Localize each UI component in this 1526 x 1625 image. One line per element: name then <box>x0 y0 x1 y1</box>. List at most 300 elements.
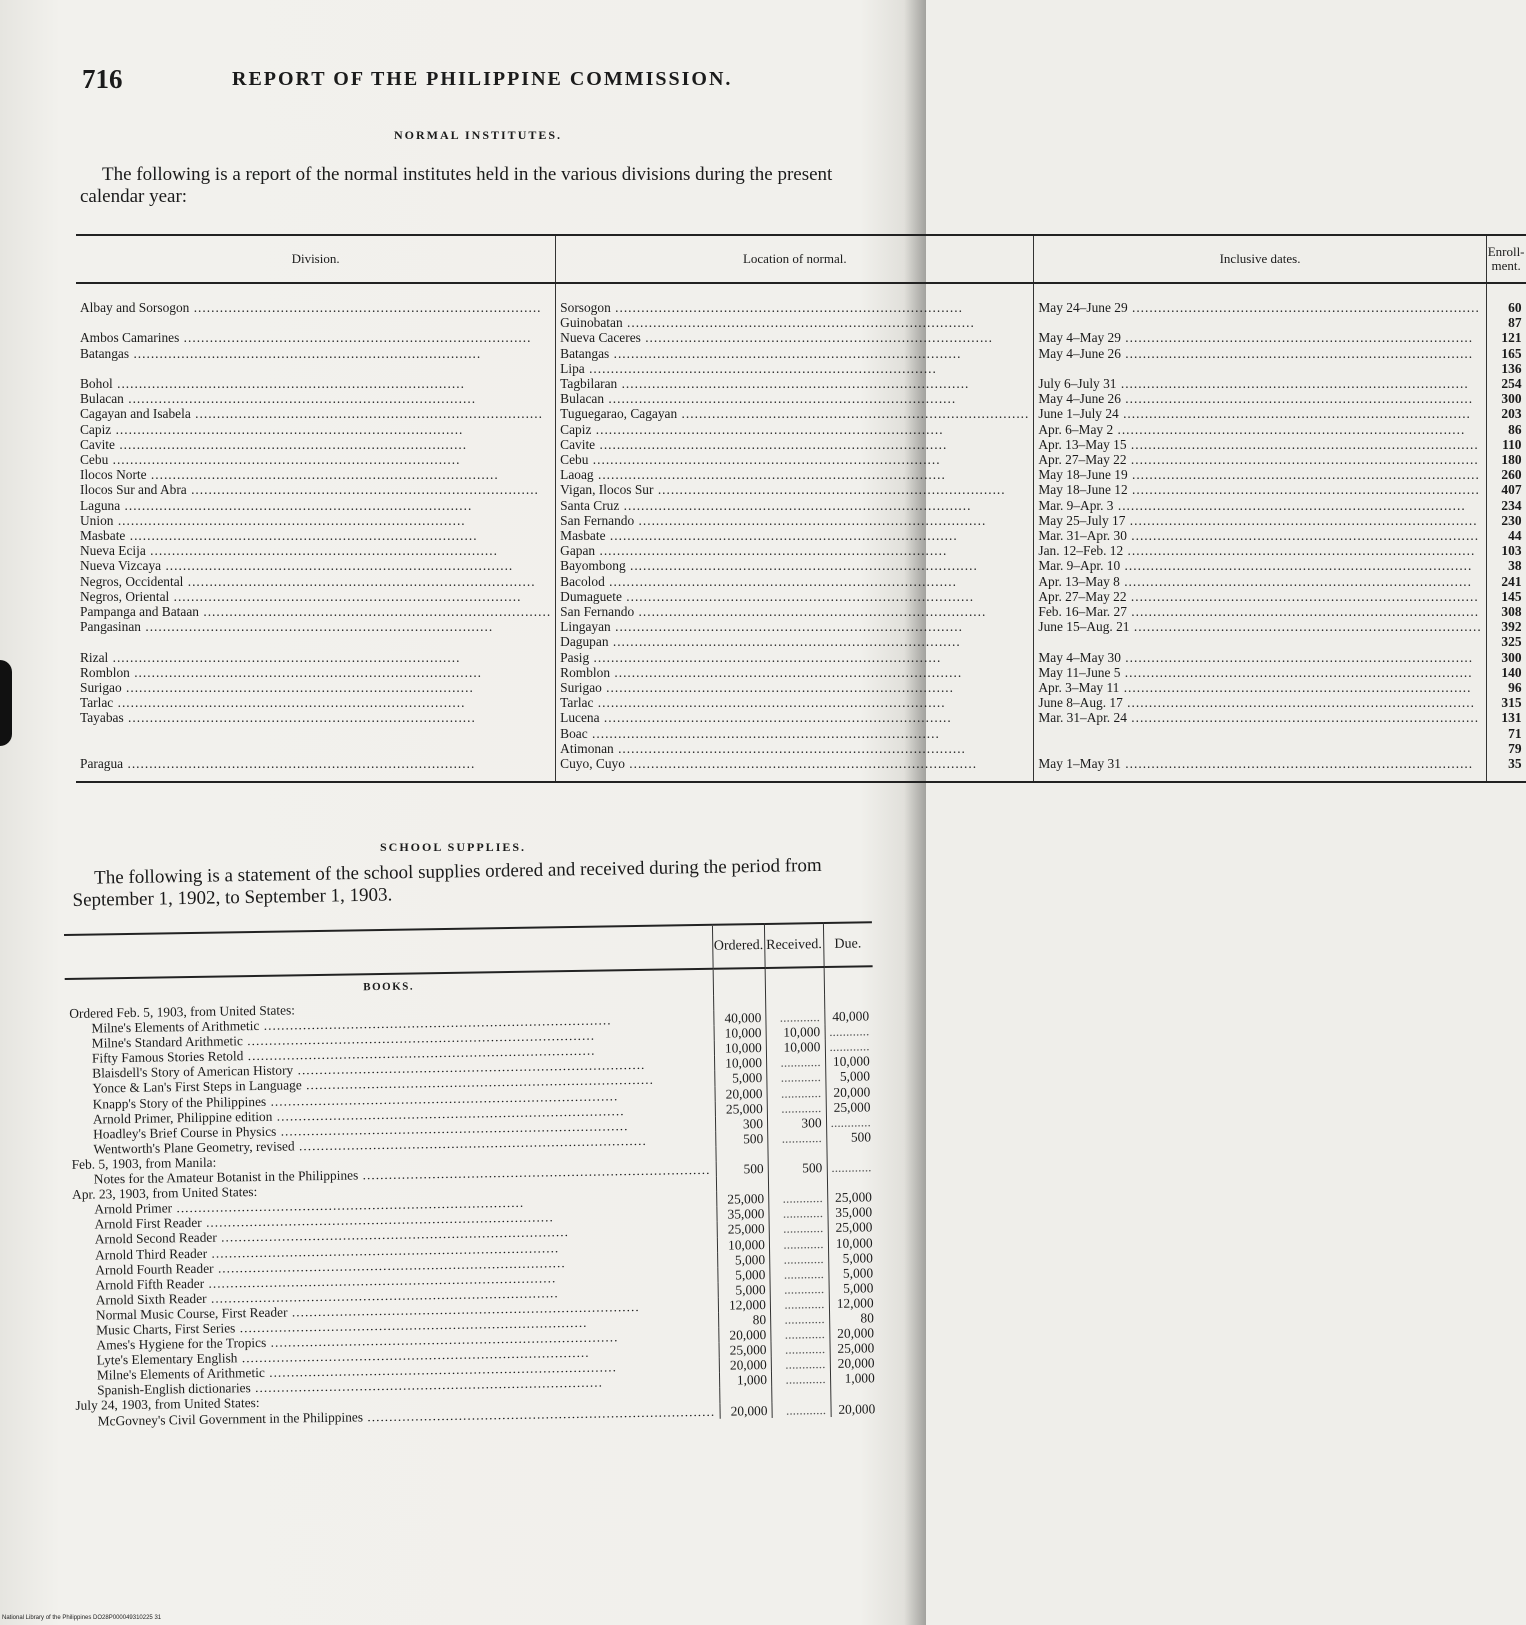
cell-enrollment: 392 <box>1486 619 1525 634</box>
cell-text: Sorsogon ..... <box>560 300 963 315</box>
cell-enrollment: 165 <box>1486 346 1525 361</box>
cell-received: 10,000 <box>766 1039 825 1055</box>
cell-location <box>556 574 1034 589</box>
cell-due: 25,000 <box>830 1340 879 1356</box>
normal-institutes-body <box>76 283 1526 782</box>
column-header: Inclusive dates. <box>1034 235 1486 283</box>
cell-due: 20,000 <box>830 1356 879 1372</box>
cell-division <box>76 680 556 695</box>
cell-received <box>765 994 824 1010</box>
column-header: Division. <box>76 235 556 283</box>
cell-ordered: 300 <box>715 1116 768 1132</box>
table-row <box>76 589 1526 604</box>
cell-location <box>556 543 1034 558</box>
cell-due: 12,000 <box>829 1295 878 1311</box>
cell-enrollment: 254 <box>1486 376 1525 391</box>
cell-received: ............ <box>769 1205 828 1221</box>
cell-enrollment: 38 <box>1486 558 1525 573</box>
cell-location <box>556 680 1034 695</box>
cell-due <box>830 1386 879 1402</box>
cell-due: ............ <box>825 1039 874 1055</box>
table-header-row <box>76 235 1526 283</box>
table-row <box>76 574 1526 589</box>
cell-enrollment: 96 <box>1486 680 1525 695</box>
cell-text: Hoadley's Brief Course in Physics ..... <box>93 1118 629 1141</box>
cell-text: Dumaguete ..... <box>560 589 974 604</box>
cell-dates <box>1034 498 1486 513</box>
table-row <box>76 726 1526 741</box>
cell-text: Tagbilaran ..... <box>560 376 969 391</box>
cell-division <box>76 650 556 665</box>
cell-received: ............ <box>767 1100 826 1116</box>
cell-due: 1,000 <box>830 1371 879 1387</box>
cell-division <box>76 361 556 376</box>
table-row <box>76 330 1526 345</box>
cell-ordered: 40,000 <box>713 1010 766 1026</box>
cell-location <box>556 650 1034 665</box>
page-header <box>82 64 902 98</box>
cell-received: ............ <box>770 1311 829 1327</box>
table-row <box>76 756 1526 782</box>
cell-location <box>556 558 1034 573</box>
cell-location <box>556 452 1034 467</box>
cell-received <box>768 1175 827 1191</box>
cell-received: ............ <box>768 1130 827 1146</box>
cell-text: Rizal ..... <box>80 650 460 665</box>
cell-text: Ilocos Norte ..... <box>80 467 499 482</box>
cell-enrollment: 300 <box>1486 391 1525 406</box>
cell-division <box>76 726 556 741</box>
table-row <box>76 543 1526 558</box>
empty-cell <box>824 966 873 994</box>
cell-text: Apr. 27–May 22 ..... <box>1038 452 1478 467</box>
cell-enrollment: 230 <box>1486 513 1525 528</box>
cell-dates <box>1034 756 1486 782</box>
cell-enrollment: 87 <box>1486 315 1525 330</box>
cell-text: Spanish-English dictionaries ..... <box>97 1375 603 1398</box>
cell-division <box>76 391 556 406</box>
cell-ordered: 5,000 <box>714 1070 767 1086</box>
cell-division <box>76 756 556 782</box>
school-supplies-intro: The following is a statement of the school supplies ordered and received during the period from September 1, 1902, to September 1, 1903. <box>72 854 822 911</box>
cell-division <box>76 528 556 543</box>
cell-enrollment: 35 <box>1486 756 1525 782</box>
cell-text: Boac ..... <box>560 726 940 741</box>
cell-due: 35,000 <box>827 1205 876 1221</box>
cell-ordered: 5,000 <box>717 1267 770 1283</box>
cell-division <box>76 558 556 573</box>
cell-text: Feb. 5, 1903, from Manila: <box>71 1154 217 1172</box>
cell-text: Lipa ..... <box>560 361 937 376</box>
cell-text: Apr. 23, 1903, from United States: <box>71 1184 258 1203</box>
normal-institutes-intro: The following is a report of the normal institutes held in the various divisions during the present calendar year: <box>80 164 833 207</box>
cell-text: Arnold Primer ..... <box>94 1195 524 1217</box>
cell-due: 20,000 <box>825 1084 874 1100</box>
cell-text: Negros, Oriental ..... <box>80 589 521 604</box>
cell-enrollment: 260 <box>1486 467 1525 482</box>
cell-text: Cavite ..... <box>560 437 947 452</box>
cell-text: Ordered Feb. 5, 1903, from United States: <box>69 1002 296 1021</box>
cell-received: 300 <box>767 1115 826 1131</box>
cell-text: Tuguegarao, Cagayan ..... <box>560 406 1029 421</box>
cell-due: 25,000 <box>828 1220 877 1236</box>
cell-location <box>556 589 1034 604</box>
cell-received: ............ <box>771 1371 830 1387</box>
cell-text: Laoag ..... <box>560 467 946 482</box>
column-header: Ordered. <box>712 924 765 969</box>
column-header: Due. <box>823 922 872 967</box>
cell-text: Tarlac ..... <box>80 695 465 710</box>
cell-dates <box>1034 482 1486 497</box>
cell-text: Mar. 9–Apr. 10 ..... <box>1038 558 1472 573</box>
cell-division <box>76 482 556 497</box>
table-row <box>76 315 1526 330</box>
cell-text: Bulacan ..... <box>80 391 476 406</box>
cell-location <box>556 391 1034 406</box>
cell-dates <box>1034 467 1486 482</box>
cell-location <box>556 498 1034 513</box>
cell-received: ............ <box>769 1251 828 1267</box>
cell-enrollment: 136 <box>1486 361 1525 376</box>
cell-due <box>824 993 873 1009</box>
footer-source: National Library of the Philippines DO28P000049310225 31 <box>2 1615 162 1621</box>
cell-dates <box>1034 604 1486 619</box>
cell-division <box>76 406 556 421</box>
cell-location <box>556 346 1034 361</box>
cell-ordered: 20,000 <box>719 1357 772 1373</box>
cell-dates <box>1034 406 1486 421</box>
cell-text: Romblon ..... <box>80 665 482 680</box>
cell-dates <box>1034 376 1486 391</box>
cell-ordered <box>716 1176 769 1192</box>
cell-division <box>76 315 556 330</box>
cell-enrollment: 44 <box>1486 528 1525 543</box>
cell-enrollment: 234 <box>1486 498 1525 513</box>
cell-due: 20,000 <box>830 1401 879 1417</box>
cell-dates <box>1034 558 1486 573</box>
cell-location <box>556 665 1034 680</box>
cell-division <box>76 634 556 649</box>
column-header: Received. <box>764 923 823 968</box>
cell-text: Arnold First Reader ..... <box>94 1210 553 1232</box>
cell-division <box>76 741 556 756</box>
cell-text: Vigan, Ilocos Sur ..... <box>560 482 1005 497</box>
cell-received: ............ <box>772 1402 831 1418</box>
cell-text: Pasig ..... <box>560 650 941 665</box>
cell-text: Tarlac ..... <box>560 695 945 710</box>
cell-text: Bacolod ..... <box>560 574 957 589</box>
cell-text: Bohol ..... <box>80 376 465 391</box>
cell-location <box>556 726 1034 741</box>
cell-text: Gapan ..... <box>560 543 947 558</box>
cell-text: Nueva Caceres ..... <box>560 330 993 345</box>
cell-dates <box>1034 315 1486 330</box>
table-row <box>76 283 1526 315</box>
cell-text: May 24–June 29 ..... <box>1038 300 1479 315</box>
cell-division <box>76 467 556 482</box>
cell-text: Paragua ..... <box>80 756 475 771</box>
cell-text: McGovney's Civil Government in the Philippines ..... <box>98 1403 716 1428</box>
cell-text: Atimonan ..... <box>560 741 966 756</box>
cell-division <box>76 695 556 710</box>
school-supplies-title: SCHOOL SUPPLIES. <box>380 840 527 854</box>
cell-dates <box>1034 346 1486 361</box>
cell-ordered: 10,000 <box>714 1040 767 1056</box>
cell-ordered <box>713 995 766 1011</box>
cell-ordered: 35,000 <box>716 1206 769 1222</box>
cell-location <box>556 376 1034 391</box>
cell-text: Knapp's Story of the Philippines ..... <box>93 1088 619 1111</box>
normal-institutes-table <box>76 234 1526 783</box>
cell-ordered: 10,000 <box>717 1236 770 1252</box>
cell-location <box>556 467 1034 482</box>
cell-text: Cuyo, Cuyo ..... <box>560 756 977 771</box>
cell-location <box>556 513 1034 528</box>
cell-dates <box>1034 634 1486 649</box>
cell-location <box>556 604 1034 619</box>
cell-enrollment: 180 <box>1486 452 1525 467</box>
cell-dates <box>1034 695 1486 710</box>
cell-dates <box>1034 513 1486 528</box>
cell-ordered: 80 <box>718 1312 771 1328</box>
cell-text: Tayabas ..... <box>80 710 476 725</box>
cell-division <box>76 710 556 725</box>
cell-enrollment: 203 <box>1486 406 1525 421</box>
cell-text: Bulacan ..... <box>560 391 956 406</box>
table-row <box>76 391 1526 406</box>
cell-enrollment: 140 <box>1486 665 1525 680</box>
cell-text: June 15–Aug. 21 ..... <box>1038 619 1481 634</box>
cell-due: 5,000 <box>825 1069 874 1085</box>
cell-received: ............ <box>769 1236 828 1252</box>
school-supplies-table <box>64 921 879 1428</box>
table-row <box>76 710 1526 725</box>
cell-received: ............ <box>770 1266 829 1282</box>
cell-text: Batangas ..... <box>80 346 481 361</box>
cell-ordered <box>715 1146 768 1162</box>
cell-text: Dagupan ..... <box>560 634 961 649</box>
cell-text: Lucena ..... <box>560 710 952 725</box>
cell-received: ............ <box>766 1009 825 1025</box>
cell-location <box>556 422 1034 437</box>
cell-division <box>76 619 556 634</box>
cell-enrollment: 407 <box>1486 482 1525 497</box>
cell-text: June 8–Aug. 17 ..... <box>1038 695 1475 710</box>
cell-text: June 1–July 24 ..... <box>1038 406 1471 421</box>
cell-ordered: 10,000 <box>714 1025 767 1041</box>
cell-dates <box>1034 680 1486 695</box>
cell-division <box>76 513 556 528</box>
cell-location <box>556 619 1034 634</box>
table-row <box>76 437 1526 452</box>
cell-due: 5,000 <box>828 1265 877 1281</box>
cell-due <box>826 1144 875 1160</box>
cell-division <box>76 422 556 437</box>
cell-text: Albay and Sorsogon ..... <box>80 300 542 315</box>
cell-ordered: 10,000 <box>714 1055 767 1071</box>
cell-dates <box>1034 574 1486 589</box>
cell-division <box>76 330 556 345</box>
cell-location <box>556 710 1034 725</box>
table-row <box>76 422 1526 437</box>
page-number: 716 <box>82 64 123 94</box>
cell-text: July 6–July 31 ..... <box>1038 376 1468 391</box>
cell-received: 500 <box>768 1160 827 1176</box>
cell-enrollment: 86 <box>1486 422 1525 437</box>
cell-location <box>556 361 1034 376</box>
cell-division <box>76 589 556 604</box>
cell-dates <box>1034 437 1486 452</box>
empty-cell <box>765 967 824 995</box>
books-subheading: BOOKS. <box>363 980 415 994</box>
cell-enrollment: 308 <box>1486 604 1525 619</box>
cell-text: Cavite ..... <box>80 437 467 452</box>
table-row <box>76 406 1526 421</box>
cell-received: ............ <box>770 1296 829 1312</box>
cell-due: 10,000 <box>825 1054 874 1070</box>
cell-text: May 4–June 26 ..... <box>1038 391 1473 406</box>
cell-text: Nueva Vizcaya ..... <box>80 558 513 573</box>
cell-enrollment: 325 <box>1486 634 1525 649</box>
cell-ordered: 500 <box>716 1161 769 1177</box>
cell-ordered: 12,000 <box>718 1297 771 1313</box>
cell-ordered: 500 <box>715 1131 768 1147</box>
table-row <box>76 650 1526 665</box>
binding-mark <box>0 660 12 746</box>
cell-text: Cagayan and Isabela ..... <box>80 406 543 421</box>
cell-text: Union ..... <box>80 513 466 528</box>
cell-dates <box>1034 726 1486 741</box>
cell-location <box>556 741 1034 756</box>
normal-institutes-title: NORMAL INSTITUTES. <box>394 128 563 142</box>
cell-enrollment: 121 <box>1486 330 1525 345</box>
cell-text: Apr. 13–May 15 ..... <box>1038 437 1478 452</box>
table-row <box>76 467 1526 482</box>
cell-enrollment: 241 <box>1486 574 1525 589</box>
cell-location <box>556 528 1034 543</box>
cell-text: Negros, Occidental ..... <box>80 574 536 589</box>
cell-due: 20,000 <box>829 1325 878 1341</box>
cell-dates <box>1034 543 1486 558</box>
cell-enrollment: 131 <box>1486 710 1525 725</box>
cell-ordered <box>719 1387 772 1403</box>
cell-text: Mar. 31–Apr. 30 ..... <box>1038 528 1479 543</box>
table-row <box>76 604 1526 619</box>
cell-enrollment: 60 <box>1486 283 1525 315</box>
table-row <box>76 376 1526 391</box>
cell-received <box>772 1386 831 1402</box>
cell-text: May 18–June 12 ..... <box>1038 482 1479 497</box>
cell-dates <box>1034 283 1486 315</box>
cell-location <box>556 756 1034 782</box>
cell-dates <box>1034 452 1486 467</box>
cell-text: Pangasinan ..... <box>80 619 493 634</box>
cell-ordered: 1,000 <box>719 1372 772 1388</box>
cell-received: ............ <box>770 1281 829 1297</box>
cell-division <box>76 452 556 467</box>
cell-received: ............ <box>766 1054 825 1070</box>
cell-text: Notes for the Amateur Botanist in the Philippines ..... <box>94 1162 711 1187</box>
cell-enrollment: 300 <box>1486 650 1525 665</box>
cell-received: ............ <box>771 1341 830 1357</box>
cell-text: Santa Cruz ..... <box>560 498 971 513</box>
cell-text: Feb. 16–Mar. 27 ..... <box>1038 604 1479 619</box>
cell-ordered: 5,000 <box>717 1252 770 1268</box>
cell-text: Normal Music Course, First Reader ..... <box>96 1299 640 1323</box>
cell-text: Guinobatan ..... <box>560 315 975 330</box>
cell-received: ............ <box>767 1085 826 1101</box>
cell-text: Bayombong ..... <box>560 558 978 573</box>
table-row <box>76 634 1526 649</box>
empty-cell <box>713 968 766 996</box>
cell-text: Apr. 3–May 11 ..... <box>1038 680 1471 695</box>
cell-enrollment: 79 <box>1486 741 1525 756</box>
cell-ordered: 20,000 <box>715 1086 768 1102</box>
cell-text: May 4–May 30 ..... <box>1038 650 1473 665</box>
cell-division <box>76 498 556 513</box>
cell-dates <box>1034 650 1486 665</box>
table-row <box>76 452 1526 467</box>
cell-text: Mar. 31–Apr. 24 ..... <box>1038 710 1479 725</box>
cell-enrollment: 103 <box>1486 543 1525 558</box>
cell-location <box>556 283 1034 315</box>
cell-received: 10,000 <box>766 1024 825 1040</box>
cell-text: Romblon ..... <box>560 665 962 680</box>
cell-due: 10,000 <box>828 1235 877 1251</box>
cell-text: Batangas ..... <box>560 346 961 361</box>
cell-location <box>556 482 1034 497</box>
cell-text: Laguna ..... <box>80 498 472 513</box>
cell-text: May 25–July 17 ..... <box>1038 513 1477 528</box>
cell-text: Arnold Primer, Philippine edition ..... <box>93 1103 625 1126</box>
cell-division <box>76 437 556 452</box>
cell-text: Arnold Second Reader ..... <box>95 1225 569 1247</box>
cell-text: Ames's Hygiene for the Tropics ..... <box>96 1329 618 1352</box>
table-row <box>76 558 1526 573</box>
school-supplies-body <box>65 966 880 1428</box>
cell-text: Apr. 27–May 22 ..... <box>1038 589 1478 604</box>
cell-text: May 4–May 29 ..... <box>1038 330 1473 345</box>
cell-text: Arnold Fifth Reader ..... <box>95 1270 556 1292</box>
cell-ordered: 25,000 <box>719 1342 772 1358</box>
cell-text: Masbate ..... <box>560 528 958 543</box>
cell-text: Lyte's Elementary English ..... <box>97 1345 590 1368</box>
cell-dates <box>1034 710 1486 725</box>
cell-due: 5,000 <box>828 1250 877 1266</box>
cell-text: Ilocos Sur and Abra ..... <box>80 482 539 497</box>
cell-division <box>76 665 556 680</box>
cell-text: Surigao ..... <box>560 680 954 695</box>
cell-text: Capiz ..... <box>80 422 463 437</box>
cell-text: May 11–June 5 ..... <box>1038 665 1472 680</box>
cell-division <box>76 574 556 589</box>
cell-text: San Fernando ..... <box>560 513 986 528</box>
cell-ordered: 25,000 <box>715 1101 768 1117</box>
cell-location <box>556 634 1034 649</box>
cell-text: Pampanga and Bataan ..... <box>80 604 551 619</box>
cell-division <box>76 283 556 315</box>
cell-text: Music Charts, First Series ..... <box>96 1315 587 1338</box>
table-row <box>76 665 1526 680</box>
cell-text: Fifty Famous Stories Retold ..... <box>92 1043 596 1066</box>
cell-location <box>556 437 1034 452</box>
cell-text: Yonce & Lan's First Steps in Language ..... <box>92 1072 654 1096</box>
cell-division <box>76 604 556 619</box>
cell-text: Nueva Ecija ..... <box>80 543 498 558</box>
table-row <box>76 528 1526 543</box>
cell-dates <box>1034 422 1486 437</box>
cell-text: Arnold Third Reader ..... <box>95 1240 559 1262</box>
